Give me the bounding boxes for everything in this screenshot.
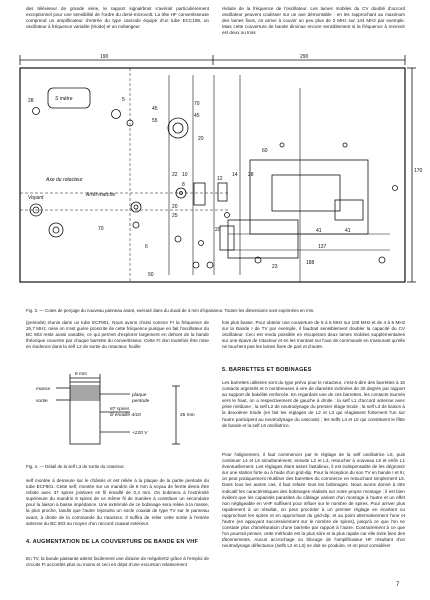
label-45b: 45	[194, 113, 200, 119]
figure3-caption: Fig. 3. — Cotes de perçage du nouveau panneau avant, exécuté dans du duxal de 3 mm d'épaisseur. Toutes les dimensions sont exprimées en mm.	[26, 308, 315, 313]
label-5: 5	[122, 97, 125, 103]
label-s-metre: S mètre	[55, 96, 73, 102]
coil-pentode: pentode	[132, 399, 150, 404]
body-text-bottom-left: self montée à demeure sur le châssis et est reliée à la plaque de la partie pentode du tube ECF801. Cette self, montée sur un mandrin de 8 mm à noyau de ferrite devra être refaite avec 37 spires jointives en fil émaillé de 0,4 mm. On bobinera à l'extrémité supérieure du mandrin 6 spires de ce même fil de manière à constituer un secondaire pour la liaison à basse impédance. Une extrémité de ce bobinage sera reliée à la masse, la plus proche, tandis que l'autre rejoindra un socle coaxial de type TV sur le panneau avant, à droite de la commande du rotacteur. Il suffira de relier cette sortie à l'entrée antenne du BC 603 au moyen d'un raccord coaxial extérieur.	[26, 478, 209, 526]
top-left-text: des téléviseur de grande série, le rapport signal/bruit s'avérait particulièrement exceptionnel pour une sensibilité de l'ordre du demi-microvolt. La tête HF convertisseuse comprend un amplificateur d'entrée du type cascode équipé d'un tube ECC189, un oscillateur à fréquence variable (triode) et un mélangeur	[26, 6, 209, 30]
coil-plaque: plaque	[132, 393, 147, 398]
figure-front-panel	[0, 50, 430, 302]
body-text-bottom-right-2: Pour l'alignement, il faut commencer par le réglage de la self oscillatrice L6, puis continuer L4 et L5 simultanément, ensuite L2 et L3, retoucher à nouveau L5 et enfin L1 éventuellement. Les réglages étant assez fastidieux, il est indispensable de les dégrossir sur une station forte ou à l'aide d'un grid-dip. Pour la réception du son TV en bande I et III, on peut pratiquement réutiliser des barrettes du commerce en retouchant simplement L6. Dans tous les autres cas, il faut refaire tous les bobinages. Nous avons donné à titre indicatif les caractéristiques des bobinages réalisés sur notre propre montage : il est bien évident que les capacités parasites du câblage variant d'un montage à l'autre et un effet non négligeable en VHF suffisent pour influer sur le nombre de spires. Pour arriver plus rapidement à un résultat, on peut procéder à un premier réglage en écartant ou rapprochant les spires et en approchant du grid-dip, et au point alternativement l'une et l'autre (en appuyant successivement sur le nombre de spires), jusqu'à ce que l'on ne constate plus d'amélioration d'une barrette par rapport à l'autre. Contrairement à ce que l'on pourrait penser, cette méthode est la plus sûre et la plus rapide car elle évite bien des tâtonnements. Aucun accrochage ou blocage de l'amplificateur HF résultant d'un neutrodynage défectueux (selfs L2 et L3) ne doit se produire, et on peut considérer	[222, 452, 405, 549]
label-14: 14	[232, 172, 238, 178]
coil-dim: 8 mm	[75, 372, 87, 377]
label-28b: 28	[248, 172, 254, 178]
coil-fil: fil émaillé 4/10	[110, 413, 141, 418]
dim-190: 190	[100, 54, 109, 60]
label-188: 188	[306, 260, 315, 266]
label-137: 137	[318, 244, 327, 250]
label-22: 22	[172, 172, 178, 178]
coil-hv: +220 V	[132, 431, 148, 436]
label-28: 28	[28, 98, 34, 104]
section-heading-4: 4. AUGMENTATION DE LA COUVERTURE DE BANDE EN VHF	[26, 539, 199, 545]
figure4-caption: Fig. 4. — Détail de la self L3 de sortie du rotacteur.	[26, 464, 125, 469]
dim-170: 170	[414, 168, 423, 174]
label-20c: 20	[215, 227, 221, 233]
label-55: 55	[152, 118, 158, 124]
label-50: 50	[148, 272, 154, 278]
label-arret-marche: Arrêt-marche	[86, 192, 116, 198]
label-6: 6	[145, 244, 148, 250]
label-25: 25	[172, 213, 178, 219]
label-41a: 41	[316, 228, 322, 234]
body-text-bottom-right-1: Les barrettes utilisées sont du type prévu pour le rotacteur, c'est-à-dire des barrettes à 16 contacts argentés et 0 nombreuses à vire de diamètre inclinées de 20 degrés par rapport au support de bakélite renforcée. En regardant une de ces barrettes, les contacts tournés vers le haut, on a respectivement de gauche à droite : la self L1 d'accord antenne avec prise médiane ; la self L2 de neutrodynage du premier étage triode ; la self L3 de liaison à la deuxième triode (en fait les réglages de L2 et L3 qui réagissent fortement l'un sur l'autre participent au neutrodynage du cascode) ; les selfs L4 et L5 qui constituent le filtre de bande et la self L6 oscillatrice.	[222, 380, 405, 428]
label-20b: 20	[172, 204, 178, 210]
coil-25mm: 25 mm	[180, 413, 195, 418]
body-text-mid-right: fois plus basse. Pour obtenir une couverture de 5 à 6 MHz sur 100 MHz et de 4 à 5 MHz sur la Bande I de TV par exemple, il faudrait sensiblement doubler la capacité du CV oscillateur. Ceci est rendu possible en récupérant deux lames mobiles supplémentaires sur une épave de rotacteur et en les montant sur l'axe de commande en s'assurant qu'elle ne touchent pas les lames fixes de part et d'autre.	[222, 320, 405, 350]
label-60: 60	[262, 148, 268, 154]
label-41b: 41	[345, 228, 351, 234]
label-voyant: Voyant	[28, 195, 44, 201]
body-text-mid-left: (pentode) réunis dans un tube ECF801. Nous avons choisi comme FI la fréquence de 26,7 MHz, mise on n'est guère proscrite de cette fréquence puisque en fait l'oscillateur du BC 603 reste aussi variable, ce qui permet d'explorer largement en dehors de la bande théorique couverte par chaque barrette du convertisseur. Cette FI don toutefois être mise en évidence dans la self L2 de sortie du rotacteur, fouille	[26, 320, 209, 350]
label-axe: Axe du rotacteur	[46, 177, 83, 183]
label-20a: 20	[198, 136, 204, 142]
page-number: 7	[396, 582, 400, 588]
label-12: 12	[217, 176, 223, 182]
coil-masse: masse	[36, 387, 51, 392]
label-70c: 70	[98, 226, 104, 232]
coil-sortie: sortie	[36, 399, 48, 404]
label-23: 23	[272, 264, 278, 270]
dim-290: 290	[300, 54, 309, 60]
label-8: 8	[182, 182, 185, 188]
body-text-bottom-left-2: En TV, la bande passante atteint facilement une dizaine de mégahertz grâce à l'emploi de circuits FI accordés plus ou moins et ceci en dépit d'une excursion relativement	[26, 556, 209, 568]
section-heading-5: 5. BARRETTES ET BOBINAGES	[222, 367, 312, 373]
figure-coil-detail	[26, 372, 210, 452]
top-right-text: réduite de la fréquence de l'oscillateur. Les lames mobiles du CV doublé d'accord oscillateur peuvent coulisser sur un axe démontable : en les rapprochant au maximum des lames fixes, on arrive à couvrir un peu plus de 2 MHz sur 144 MHz par exemple. Mais cette couverture de bande diminue encore sensiblement si la fréquence à recevoir est deux ou trois	[222, 6, 405, 36]
label-70a: 70	[194, 101, 200, 107]
label-45a: 45	[152, 106, 158, 112]
coil-spires: 87 spires	[110, 407, 130, 412]
label-10: 10	[182, 172, 188, 178]
